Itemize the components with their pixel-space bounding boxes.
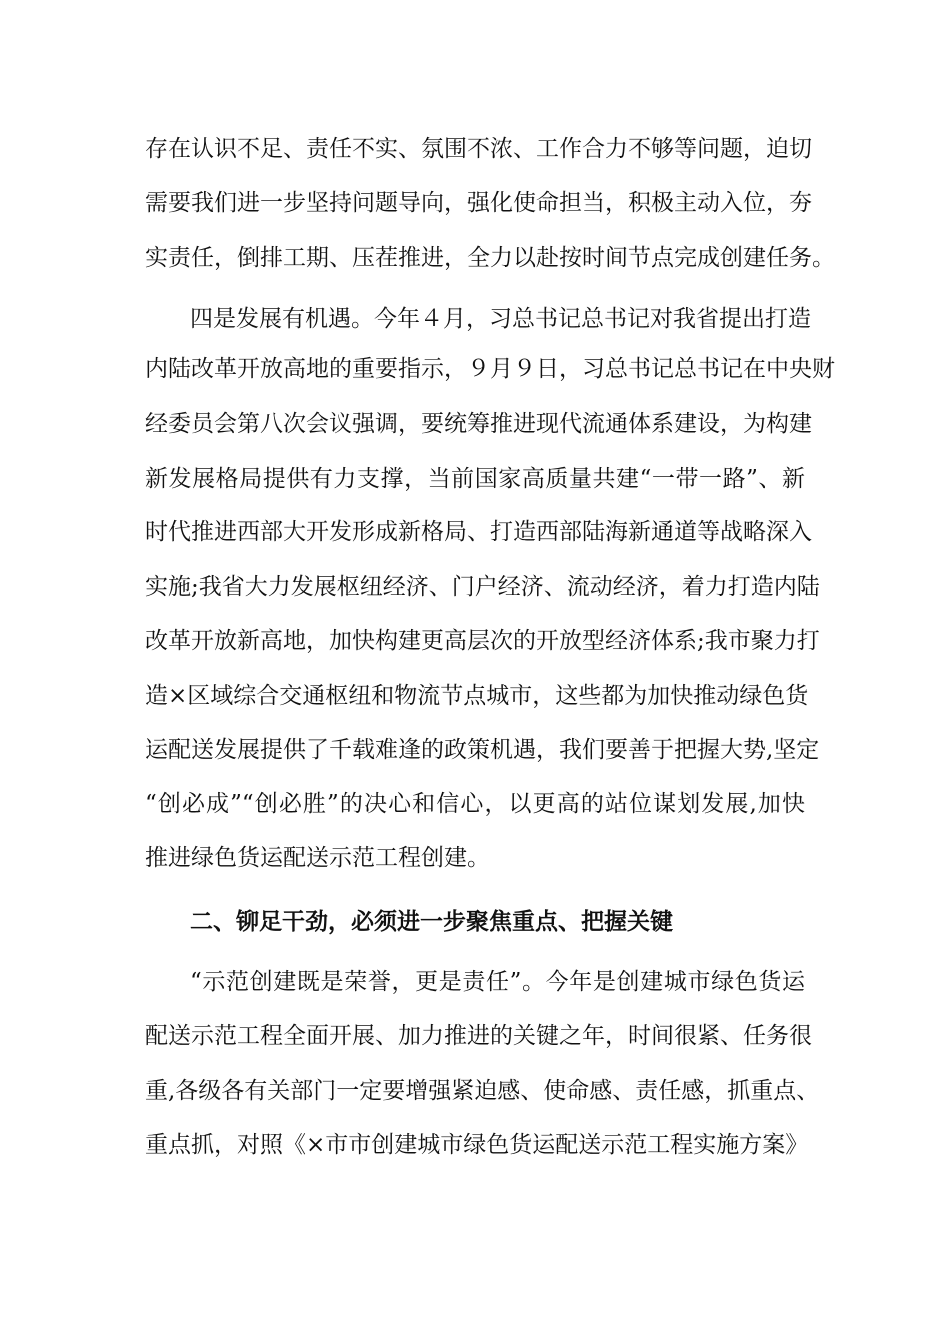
paragraph-2-line: 运配送发展提供了千载难逢的政策机遇，我们要善于把握大势,坚定	[145, 737, 820, 763]
paragraph-2-line: 时代推进西部大开发形成新格局、打造西部陆海新通道等战略深入	[145, 519, 812, 545]
paragraph-2-line: “创必成”“创必胜”的决心和信心，以更高的站位谋划发展,加快	[145, 791, 805, 817]
paragraph-1-line: 存在认识不足、责任不实、氛围不浓、工作合力不够等问题，迫切	[145, 136, 812, 162]
section-heading: 二、铆足干劲，必须进一步聚焦重点、把握关键	[190, 909, 673, 935]
paragraph-2-line: 经委员会第八次会议强调，要统筹推进现代流通体系建设，为构建	[145, 411, 812, 437]
paragraph-2-line: 四是发展有机遇。今年４月，习总书记总书记对我省提出打造	[190, 306, 811, 332]
paragraph-1-line: 实责任，倒排工期、压茬推进，全力以赴按时间节点完成创建任务。	[145, 245, 835, 271]
paragraph-3-line: 重点抓，对照《×市市创建城市绿色货运配送示范工程实施方案》	[145, 1132, 809, 1158]
paragraph-2-line: 推进绿色货运配送示范工程创建。	[145, 845, 490, 871]
paragraph-2-line: 改革开放新高地，加快构建更高层次的开放型经济体系;我市聚力打	[145, 628, 820, 654]
paragraph-3-line: 重,各级各有关部门一定要增强紧迫感、使命感、责任感，抓重点、	[145, 1078, 820, 1104]
paragraph-2-line: 内陆改革开放高地的重要指示，９月９日，习总书记总书记在中央财	[145, 356, 835, 382]
paragraph-3-line: “示范创建既是荣誉，更是责任”。今年是创建城市绿色货运	[190, 969, 805, 995]
paragraph-2-line: 新发展格局提供有力支撑，当前国家高质量共建“一带一路”、新	[145, 466, 805, 492]
paragraph-1-line: 需要我们进一步坚持问题导向，强化使命担当，积极主动入位，夯	[145, 190, 812, 216]
paragraph-2-line: 造×区域综合交通枢纽和物流节点城市，这些都为加快推动绿色货	[145, 683, 809, 709]
paragraph-2-line: 实施;我省大力发展枢纽经济、门户经济、流动经济，着力打造内陆	[145, 574, 820, 600]
paragraph-3-line: 配送示范工程全面开展、加力推进的关键之年，时间很紧、任务很	[145, 1023, 812, 1049]
